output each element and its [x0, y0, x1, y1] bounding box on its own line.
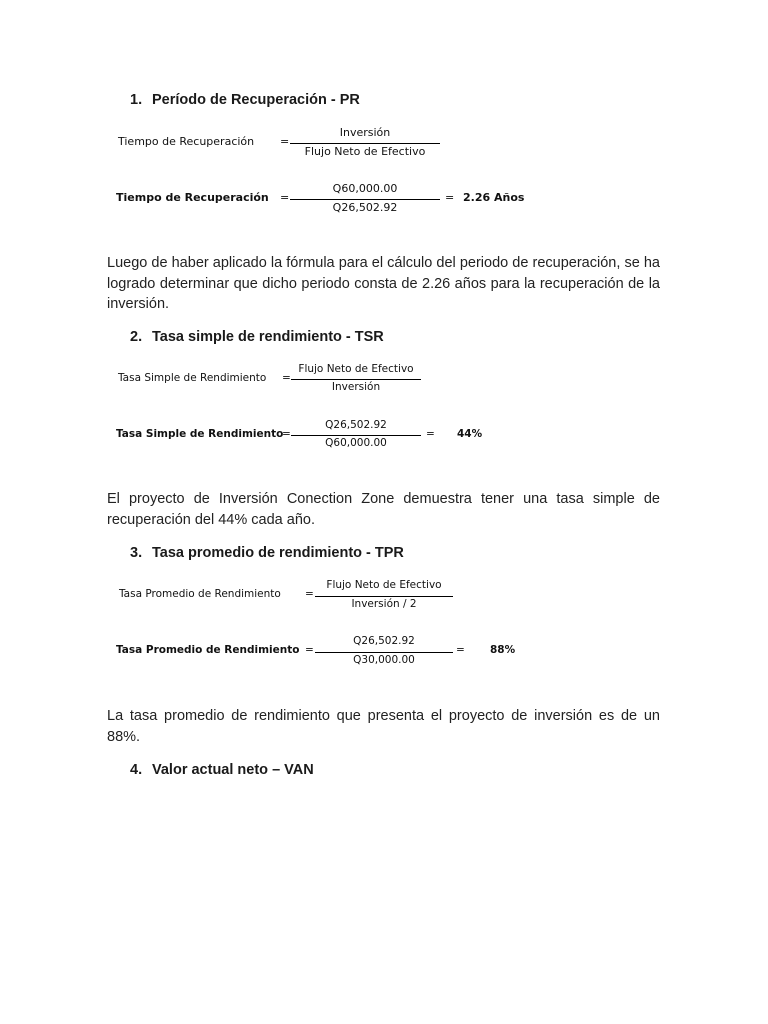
formula-denominator: Q60,000.00 — [325, 437, 387, 449]
section-number: 1. — [130, 92, 143, 108]
explanation-paragraph: La tasa promedio de rendimiento que presenta el proyecto de inversión es de un 88%. — [107, 708, 660, 745]
formula-denominator: Q26,502.92 — [332, 201, 398, 214]
explanation-paragraph: El proyecto de Inversión Conection Zone demuestra tener una tasa simple de recuperación del 44% cada año. — [107, 491, 660, 528]
formula-label: Tasa Promedio de Rendimiento — [119, 588, 281, 600]
section-title: Período de Recuperación - PR — [152, 92, 360, 108]
explanation-paragraph: Luego de haber aplicado la fórmula para el cálculo del periodo de recuperación, se ha logrado determinar que dicho periodo consta de 2.26 años para la recuperación de la inversión. — [107, 255, 660, 312]
section-title: Tasa simple de rendimiento - TSR — [152, 329, 384, 345]
formula-numerator: Inversión — [339, 126, 391, 139]
formula-label: Tiempo de Recuperación — [118, 135, 255, 148]
section-2-heading — [130, 329, 384, 345]
formula-numerator: Flujo Neto de Efectivo — [298, 363, 414, 375]
section-title: Tasa promedio de rendimiento - TPR — [152, 545, 404, 561]
section-number: 4. — [130, 762, 143, 778]
formula-numerator: Q60,000.00 — [332, 182, 398, 195]
fraction-bar — [315, 652, 453, 653]
fraction-bar — [291, 379, 421, 380]
formula-label: Tiempo de Recuperación — [116, 191, 269, 204]
formula-label: Tasa Simple de Rendimiento — [116, 428, 284, 440]
equals-sign: = — [305, 644, 314, 656]
fraction-bar — [290, 143, 440, 144]
fraction-bar — [290, 199, 440, 200]
formula-denominator: Flujo Neto de Efectivo — [304, 145, 426, 158]
equals-sign: = — [280, 191, 290, 204]
section-1-heading — [130, 92, 360, 108]
formula-denominator: Inversión — [331, 381, 381, 393]
section-3-heading — [130, 545, 404, 561]
equals-sign: = — [282, 372, 291, 384]
section-number: 2. — [130, 329, 143, 345]
fraction-bar — [291, 435, 421, 436]
equals-sign: = — [305, 588, 314, 600]
formula-result: 88% — [490, 644, 516, 656]
equals-sign: = — [445, 191, 455, 204]
section-title: Valor actual neto – VAN — [152, 762, 314, 778]
section-4-heading — [130, 762, 314, 778]
formula-label: Tasa Simple de Rendimiento — [118, 372, 267, 384]
formula-numerator: Flujo Neto de Efectivo — [326, 579, 442, 591]
formula-denominator: Q30,000.00 — [353, 654, 415, 666]
equals-sign: = — [456, 644, 465, 656]
equals-sign: = — [280, 135, 290, 148]
formula-numerator: Q26,502.92 — [325, 419, 387, 431]
equals-sign: = — [282, 428, 291, 440]
formula-denominator: Inversión / 2 — [351, 598, 417, 610]
fraction-bar — [315, 596, 453, 597]
formula-result: 2.26 Años — [463, 191, 525, 204]
formula-label: Tasa Promedio de Rendimiento — [116, 644, 300, 656]
formula-result: 44% — [457, 428, 483, 440]
equals-sign: = — [426, 428, 435, 440]
section-number: 3. — [130, 545, 143, 561]
formula-numerator: Q26,502.92 — [353, 635, 415, 647]
